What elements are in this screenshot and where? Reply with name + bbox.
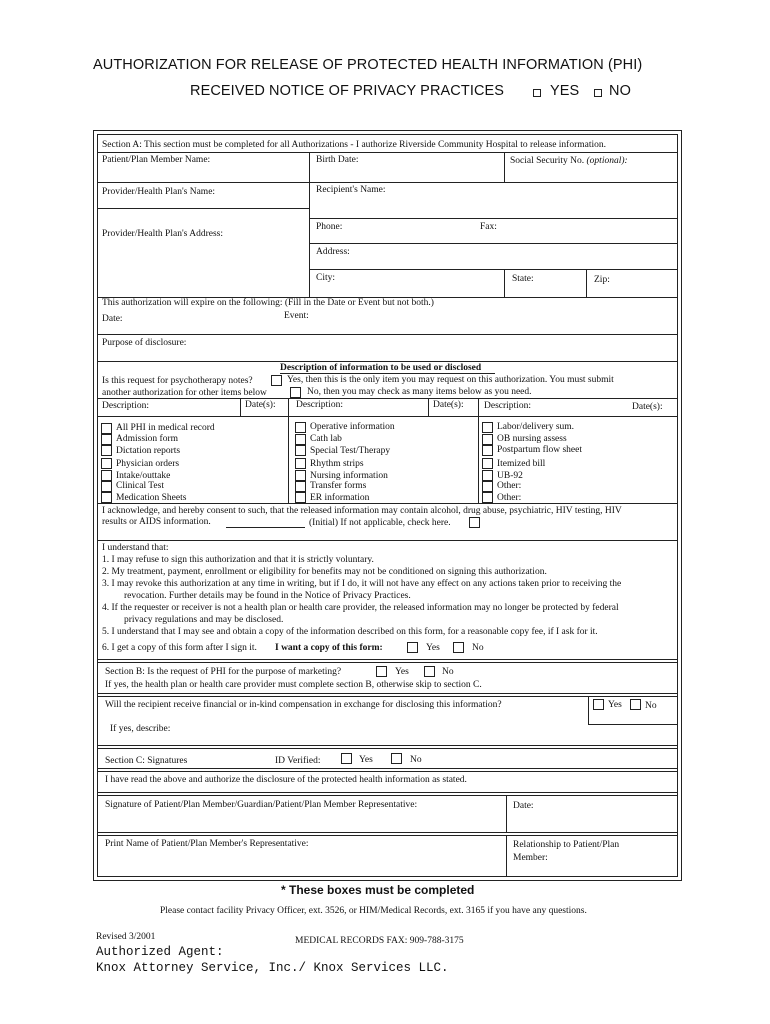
divider [506,835,507,877]
item-checkbox[interactable] [101,458,112,469]
item-label: Itemized bill [497,459,546,469]
divider [97,398,678,399]
divider [97,696,678,697]
describe-label: If yes, describe: [110,724,171,734]
section-b-note: If yes, the health plan or health care provider must complete section B, otherwise skip to section C. [105,680,482,690]
item-label: Labor/delivery sum. [497,422,575,432]
divider [588,724,678,725]
id-no-label: No [410,755,422,765]
id-verified-label: ID Verified: [275,756,321,766]
address-label: Address: [316,247,350,257]
item-label: UB-92 [497,471,523,481]
understand-item-cont: privacy regulations and may be disclosed. [124,615,284,625]
divider [240,398,241,416]
understand-item-cont: revocation. Further details may be found in the Notice of Privacy Practices. [124,591,411,601]
required-note: * These boxes must be completed [281,883,475,897]
item-label: ER information [310,493,370,503]
phone-label: Phone: [316,222,343,232]
psych-question: Is this request for psychotherapy notes? [102,376,253,386]
item-checkbox[interactable] [295,422,306,433]
marketing-no-label: No [442,667,454,677]
divider [97,745,678,746]
understand-item: 6. I get a copy of this form after I sign it. [102,643,257,653]
initial-label: (Initial) If not applicable, check here. [309,518,451,528]
divider [309,152,310,297]
initial-field[interactable] [226,527,305,528]
psych-yes-checkbox[interactable] [271,375,282,386]
divider [588,696,589,724]
col1-dates-header: Date(s): [245,400,276,410]
signature-label: Signature of Patient/Plan Member/Guardian/Patient/Plan Member Representative: [105,800,418,810]
consent-text: I acknowledge, and hereby consent to such, that the released information may contain alcohol, drug abuse, psychiatric, HIV testing, HIV [102,506,622,516]
item-checkbox[interactable] [101,445,112,456]
divider [97,503,678,504]
item-label: Admission form [116,434,179,444]
psych-question-cont: another authorization for other items below [102,388,267,398]
notice-yes-checkbox[interactable] [533,89,541,97]
item-checkbox[interactable] [482,445,493,456]
notice-yes-label: YES [550,83,580,99]
item-checkbox[interactable] [482,481,493,492]
col1-description-header: Description: [102,401,149,411]
copy-no-checkbox[interactable] [453,642,464,653]
section-a-intro: Section A: This section must be completed for all Authorizations - I authorize Riverside Community Hospital to release information. [102,140,607,150]
id-yes-checkbox[interactable] [341,753,352,764]
item-label: Other: [497,493,522,503]
item-checkbox[interactable] [295,481,306,492]
divider [309,218,678,219]
divider [97,693,678,694]
id-yes-label: Yes [359,755,373,765]
divider [586,269,587,297]
divider [478,398,479,503]
purpose-label: Purpose of disclosure: [102,338,187,348]
contact-note: Please contact facility Privacy Officer, ext. 3526, or HIM/Medical Records, ext. 3165 if you have any questions. [160,906,587,916]
copy-yes-checkbox[interactable] [407,642,418,653]
copy-yes-label: Yes [426,643,440,653]
marketing-no-checkbox[interactable] [424,666,435,677]
fax-number: MEDICAL RECORDS FAX: 909-788-3175 [295,936,464,946]
psych-no-checkbox[interactable] [290,387,301,398]
item-checkbox[interactable] [482,470,493,481]
section-c-label: Section C: Signatures [105,756,188,766]
relationship-label: Relationship to Patient/Plan [513,840,620,850]
item-checkbox[interactable] [101,481,112,492]
item-checkbox[interactable] [295,458,306,469]
heading-underline [280,373,495,374]
divider [288,398,289,503]
description-heading: Description of information to be used or disclosed [280,363,482,373]
relationship-label-cont: Member: [513,853,548,863]
item-label: Special Test/Therapy [310,446,391,456]
divider [97,152,678,153]
understand-item: 5. I understand that I may see and obtain a copy of the information described on this form, for a reasonable copy fee, if I ask for it. [102,627,598,637]
signature-date-label: Date: [513,801,534,811]
item-label: Nursing information [310,471,388,481]
agent-name: Knox Attorney Service, Inc./ Knox Services LLC. [96,961,449,975]
divider [504,269,505,297]
understand-item: 3. I may revoke this authorization at any time in writing, but if I do, it will not have any effect on any actions taken prior to receiving the [102,579,622,589]
understand-heading: I understand that: [102,543,169,553]
expire-event-label: Event: [284,311,309,321]
item-checkbox[interactable] [101,434,112,445]
col3-dates-header: Date(s): [632,402,663,412]
privacy-notice-label: RECEIVED NOTICE OF PRIVACY PRACTICES [190,83,505,99]
item-checkbox[interactable] [101,470,112,481]
item-label: Transfer forms [310,481,367,491]
divider [97,832,678,833]
item-label: OB nursing assess [497,434,567,444]
divider [309,269,678,270]
divider [506,795,507,832]
item-label: Physician orders [116,459,180,469]
divider [97,416,678,417]
divider [97,835,678,836]
patient-name-label: Patient/Plan Member Name: [102,155,211,165]
item-checkbox[interactable] [295,470,306,481]
ssn-label: Social Security No. (optional): [510,156,628,166]
revised-date: Revised 3/2001 [96,932,156,942]
notice-no-label: NO [609,83,631,99]
divider [97,208,309,209]
item-label: All PHI in medical record [116,423,215,433]
item-label: Medication Sheets [116,493,187,503]
item-label: Dictation reports [116,446,181,456]
divider [97,361,678,362]
compensation-yes-checkbox[interactable] [593,699,604,710]
item-checkbox[interactable] [295,445,306,456]
notice-no-checkbox[interactable] [594,89,602,97]
divider [97,662,678,663]
divider [428,398,429,416]
expire-date-label: Date: [102,314,123,324]
divider [309,243,678,244]
col3-description-header: Description: [484,401,531,411]
item-label: Other: [497,481,522,491]
state-label: State: [512,274,534,284]
compensation-yes-label: Yes [608,700,622,710]
item-label: Clinical Test [116,481,164,491]
divider [97,768,678,769]
item-label: Intake/outtake [116,471,171,481]
recipient-name-label: Recipient's Name: [316,185,386,195]
item-checkbox[interactable] [482,492,493,503]
divider [97,334,678,335]
understand-item: 2. My treatment, payment, enrollment or eligibility for benefits may not be conditioned on signing this authorization. [102,567,547,577]
col2-description-header: Description: [296,400,343,410]
zip-label: Zip: [594,275,610,285]
not-applicable-checkbox[interactable] [469,517,480,528]
understand-item: 1. I may refuse to sign this authorization and that it is strictly voluntary. [102,555,374,565]
col2-dates-header: Date(s): [433,400,464,410]
item-checkbox[interactable] [295,492,306,503]
divider [97,182,678,183]
city-label: City: [316,273,336,283]
item-checkbox[interactable] [295,434,306,445]
copy-no-label: No [472,643,484,653]
item-label: Operative information [310,422,395,432]
compensation-no-checkbox[interactable] [630,699,641,710]
read-statement: I have read the above and authorize the disclosure of the protected health information as stated. [105,775,467,785]
psych-no-text: No, then you may check as many items below as you need. [307,387,532,397]
item-checkbox[interactable] [482,458,493,469]
item-checkbox[interactable] [101,492,112,503]
item-checkbox[interactable] [482,434,493,445]
copy-request-label: I want a copy of this form: [275,643,383,653]
authorized-agent-label: Authorized Agent: [96,945,224,959]
understand-item: 4. If the requester or receiver is not a health plan or health care provider, the released information may no longer be protected by federal [102,603,619,613]
compensation-question: Will the recipient receive financial or in-kind compensation in exchange for disclosing this information? [105,700,502,710]
item-label: Postpartum flow sheet [497,445,582,455]
birth-date-label: Birth Date: [316,155,359,165]
item-checkbox[interactable] [101,423,112,434]
fax-label: Fax: [480,222,497,232]
consent-text-cont: results or AIDS information. [102,517,211,527]
print-name-label: Print Name of Patient/Plan Member's Representative: [105,839,309,849]
provider-name-label: Provider/Health Plan's Name: [102,187,216,197]
marketing-yes-label: Yes [395,667,409,677]
divider [97,795,678,796]
marketing-yes-checkbox[interactable] [376,666,387,677]
expire-label: This authorization will expire on the following: (Fill in the Date or Event but not both.) [102,298,434,308]
item-label: Rhythm strips [310,459,364,469]
divider [97,792,678,793]
divider [504,152,505,182]
section-b-question: Section B: Is the request of PHI for the purpose of marketing? [105,667,342,677]
form-title: AUTHORIZATION FOR RELEASE OF PROTECTED HEALTH INFORMATION (PHI) [93,57,643,73]
divider [97,659,678,660]
id-no-checkbox[interactable] [391,753,402,764]
item-label: Cath lab [310,434,342,444]
divider [97,540,678,541]
psych-yes-text: Yes, then this is the only item you may request on this authorization. You must submit [287,375,614,385]
divider [97,771,678,772]
item-checkbox[interactable] [482,422,493,433]
provider-address-label: Provider/Health Plan's Address: [102,229,223,239]
compensation-no-label: No [645,701,657,711]
divider [97,748,678,749]
